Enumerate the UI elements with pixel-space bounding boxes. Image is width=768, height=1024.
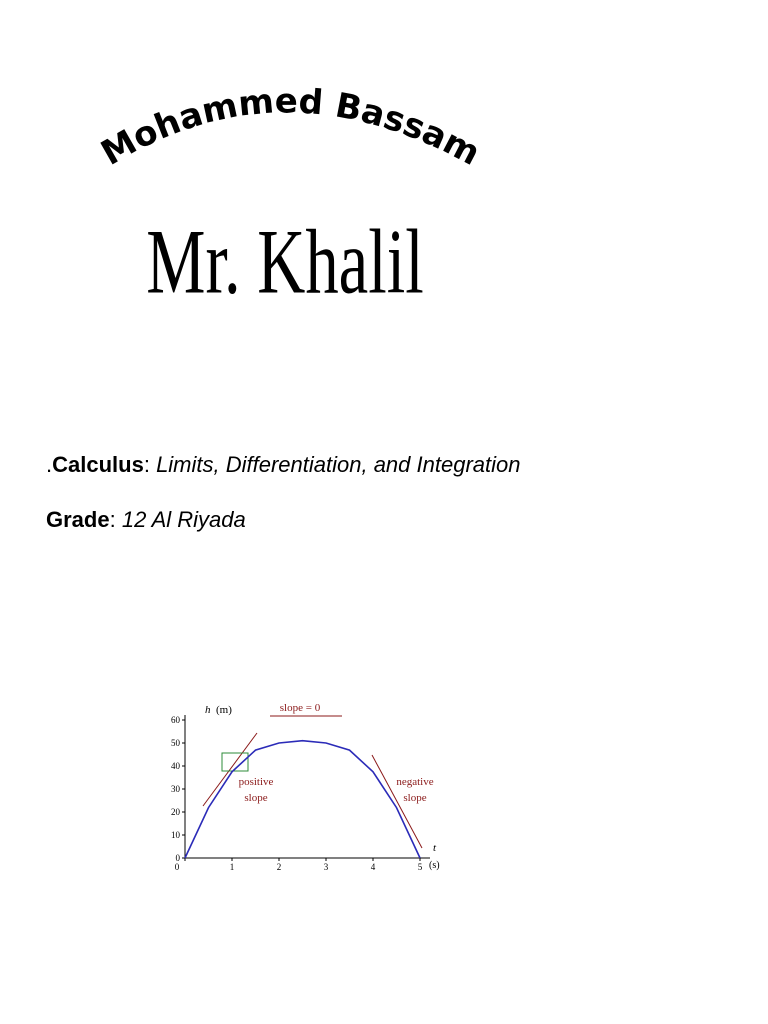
y-tick-label: 0 — [175, 853, 180, 863]
subject-value: Limits, Differentiation, and Integration — [156, 452, 521, 477]
subject-label: Calculus — [52, 452, 144, 477]
x-tick-label: 3 — [323, 862, 329, 872]
x-axis-unit: (s) — [429, 860, 440, 871]
teacher-name: Mr. Khalil — [146, 211, 424, 314]
x-tick-label: 4 — [370, 862, 376, 872]
height-time-chart — [160, 695, 460, 885]
y-axis-label: h — [205, 704, 211, 716]
negative-slope-label-line2: slope — [403, 792, 427, 804]
title-wordart — [0, 0, 768, 320]
x-ticks — [175, 858, 423, 872]
y-tick-label: 60 — [171, 715, 180, 725]
y-tick-label: 40 — [171, 761, 180, 771]
x-tick-label: 2 — [276, 862, 282, 872]
grade-label: Grade — [46, 507, 110, 532]
subject-prefix: . — [46, 452, 53, 477]
x-tick-label: 5 — [417, 862, 423, 872]
subject-separator: : — [143, 452, 157, 477]
y-tick-label: 30 — [171, 784, 180, 794]
negative-slope-label-line1: negative — [396, 776, 434, 788]
height-curve — [185, 741, 420, 858]
grade-value: 12 Al Riyada — [121, 507, 246, 532]
y-tick-label: 10 — [171, 830, 180, 840]
y-axis-unit: (m) — [216, 704, 232, 716]
student-name: Mohammed Bassam — [94, 81, 487, 174]
x-axis-label: t — [433, 842, 437, 854]
x-tick-label: 1 — [229, 862, 235, 872]
x-tick-label: 0 — [174, 862, 180, 872]
y-tick-label: 50 — [171, 738, 180, 748]
subject-line — [46, 452, 520, 478]
grade-separator: : — [109, 507, 122, 532]
slope-zero-label: slope = 0 — [279, 702, 321, 714]
positive-slope-label-line1: positive — [238, 776, 274, 788]
grade-line — [46, 507, 246, 533]
y-ticks — [171, 715, 185, 863]
y-tick-label: 20 — [171, 807, 180, 817]
positive-slope-label-line2: slope — [244, 792, 268, 804]
